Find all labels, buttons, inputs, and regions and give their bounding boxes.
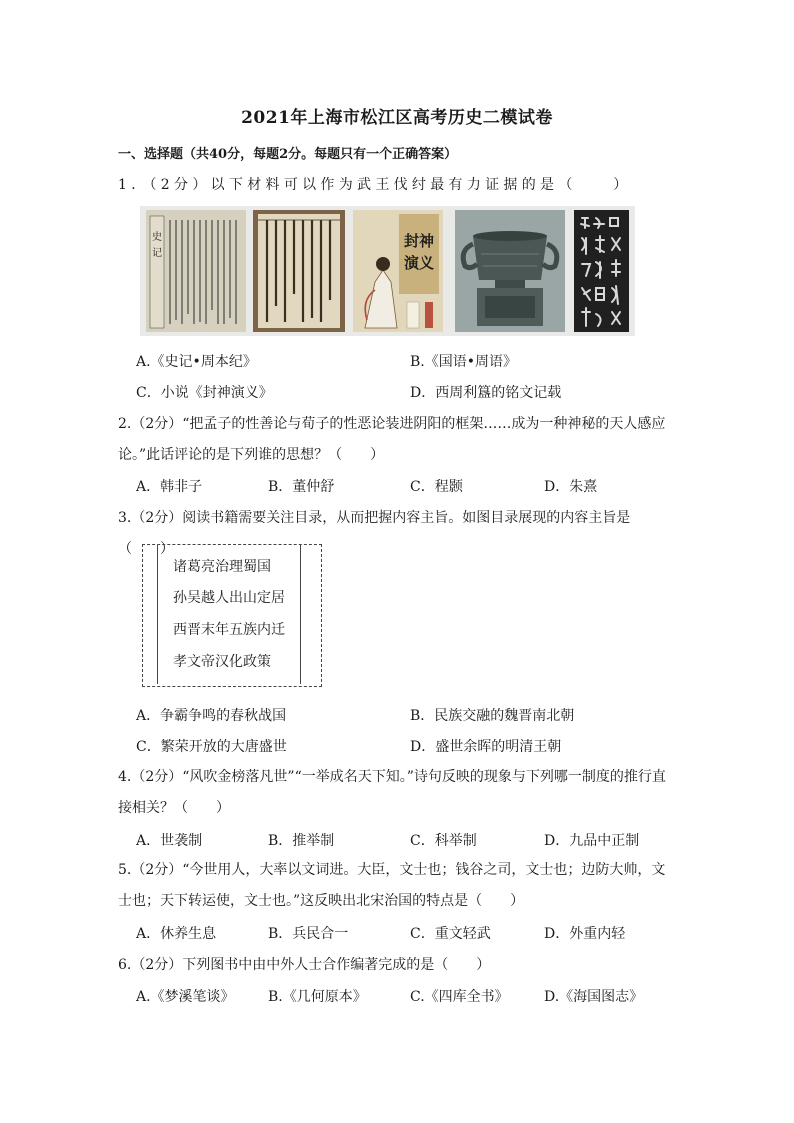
fengshen-novel-cover-photo [353, 210, 443, 332]
question-1-image-strip [140, 206, 635, 336]
inscription-rubbing-photo [574, 210, 629, 332]
question-2-option-c[interactable]: C．程颢 [410, 479, 463, 495]
li-gui-bronze-photo [455, 210, 565, 332]
shiji-cover-char-1: 史 [152, 232, 162, 243]
question-6-option-c[interactable]: C.《四库全书》 [410, 989, 509, 1005]
question-3-option-c[interactable]: C．繁荣开放的大唐盛世 [136, 739, 287, 755]
question-2-option-a[interactable]: A．韩非子 [136, 479, 203, 495]
section-heading: 一、选择题（共40分，每题2分。每题只有一个正确答案） [118, 147, 458, 162]
question-4-option-a[interactable]: A．世袭制 [136, 833, 203, 849]
question-3-option-b[interactable]: B．民族交融的魏晋南北朝 [410, 708, 575, 724]
question-3-option-a[interactable]: A．争霸争鸣的春秋战国 [136, 708, 287, 724]
toc-entry: 孙吴越人出山定居 [173, 590, 285, 606]
question-5-stem: 5.（2分）“今世用人，大率以文词进。大臣，文士也；钱谷之司，文士也；边防大帅，文士也；天下转运使，文士也。”这反映出北宋治国的特点是（ ） [118, 862, 666, 909]
toc-entry: 孝文帝汉化政策 [173, 654, 271, 670]
question-4-stem: 4.（2分）“风吹金榜落凡世”“一举成名天下知。”诗句反映的现象与下列哪一制度的推行直接相关？（ ） [118, 769, 666, 816]
question-5-option-a[interactable]: A．休养生息 [136, 926, 217, 942]
question-1-option-c[interactable]: C．小说《封神演义》 [136, 385, 273, 401]
novel-title-line-1: 封神 [403, 232, 435, 250]
question-6-stem: 6.（2分）下列图书中由中外人士合作编著完成的是（ ） [118, 957, 491, 973]
question-6-option-d[interactable]: D.《海国图志》 [544, 989, 644, 1005]
question-2-option-d[interactable]: D．朱熹 [544, 479, 598, 495]
novel-title-line-2: 演义 [403, 254, 435, 272]
question-4-option-b[interactable]: B．推举制 [268, 833, 335, 849]
exam-title: 2021年上海市松江区高考历史二模试卷 [241, 108, 553, 128]
question-5-option-b[interactable]: B．兵民合一 [268, 926, 349, 942]
question-5-option-d[interactable]: D．外重内轻 [544, 926, 626, 942]
question-1-option-b[interactable]: B.《国语•周语》 [410, 354, 517, 370]
shiji-cover-char-2: 记 [152, 248, 162, 259]
question-1-stem: 1．（2分）以下材料可以作为武王伐纣最有力证据的是（ ） [118, 177, 632, 193]
table-of-contents-box [142, 544, 322, 687]
question-3-stem: 3.（2分）阅读书籍需要关注目录，从而把握内容主旨。如图目录展现的内容主旨是（ ） [118, 510, 631, 557]
toc-entry: 西晋末年五族内迁 [173, 622, 285, 638]
question-6-option-a[interactable]: A.《梦溪笔谈》 [136, 989, 235, 1005]
shiji-book-photo [146, 210, 246, 332]
question-1-option-a[interactable]: A.《史记•周本纪》 [136, 354, 257, 370]
question-3-option-d[interactable]: D．盛世余晖的明清王朝 [410, 739, 562, 755]
question-2-stem: 2.（2分）“把孟子的性善论与荀子的性恶论装进阴阳的框架……成为一种神秘的天人感应论。”此话评论的是下列谁的思想？（ ） [118, 416, 666, 463]
question-2-option-b[interactable]: B．董仲舒 [268, 479, 335, 495]
guoyu-book-photo [253, 210, 345, 332]
toc-entry: 诸葛亮治理蜀国 [173, 559, 271, 575]
question-4-option-d[interactable]: D．九品中正制 [544, 833, 640, 849]
question-6-option-b[interactable]: B.《几何原本》 [268, 989, 367, 1005]
question-4-option-c[interactable]: C．科举制 [410, 833, 477, 849]
question-5-option-c[interactable]: C．重文轻武 [410, 926, 491, 942]
question-1-option-d[interactable]: D．西周利簋的铭文记载 [410, 385, 562, 401]
table-of-contents-inner [157, 545, 301, 684]
